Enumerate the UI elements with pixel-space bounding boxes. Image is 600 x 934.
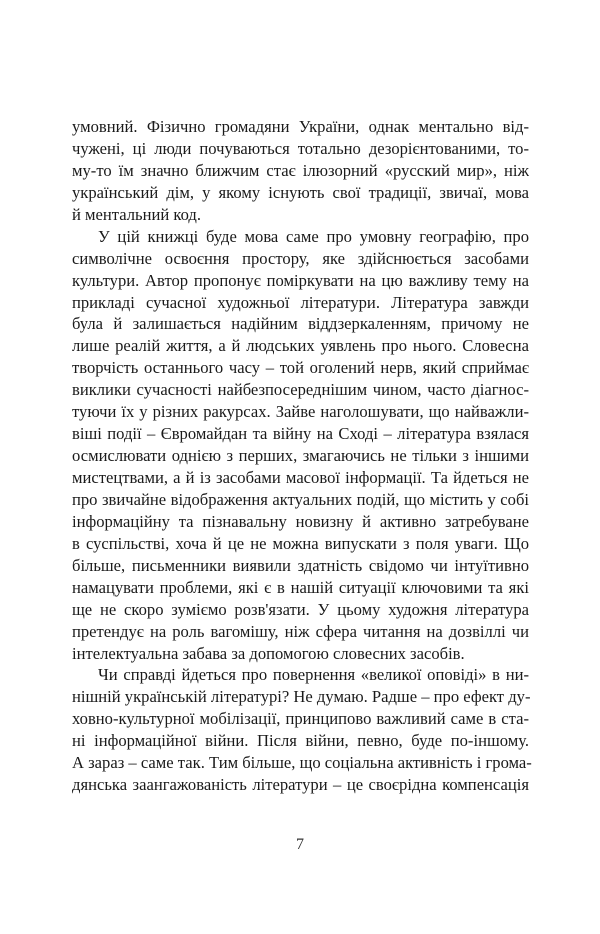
text-line: символічне освоєння простору, яке здійснюється засобами (72, 248, 529, 268)
text-line: лише реалій життя, а й людських уявлень про нього. Словесна (72, 336, 529, 356)
body-text (72, 116, 532, 796)
text-line: й ментальний код. (72, 204, 202, 224)
text-line: в суспільстві, хоча й це не можна випускати з поля уваги. Що (72, 533, 529, 553)
text-line: му-то їм значно ближчим стає ілюзорний «русский мир», ніж (72, 160, 529, 180)
text-line: мистецтвами, а й із засобами масової інформації. Та йдеться не (72, 468, 529, 487)
text-line: осмислювати однією з перших, змагаючись не тільки з іншими (72, 446, 529, 466)
text-line: виклики сучасності найбезпосереднішим чином, часто діагнос- (72, 380, 529, 400)
text-line: віші події – Євромайдан та війну на Сході – література взялася (72, 424, 529, 444)
text-line: намацувати проблеми, які є в нашій ситуації ключовими та які (72, 577, 529, 597)
text-line: більше, письменники виявили здатність свідомо чи інтуїтивно (72, 555, 529, 575)
text-line: нішній українській літературі? Не думаю. Радше – про ефект ду- (72, 687, 531, 707)
text-line: культури. Автор пропонує поміркувати на цю важливу тему на (72, 270, 529, 290)
text-line: А зараз – саме так. Тим більше, що соціальна активність і грома- (72, 753, 532, 773)
text-line: умовний. Фізично громадяни України, однак ментально від- (72, 117, 529, 136)
text-line: інформаційну та пізнавальну новизну й активно затребуване (72, 511, 529, 531)
text-line: ні інформаційної війни. Після війни, певно, буде по-іншому. (72, 731, 529, 751)
page-number: 7 (296, 836, 304, 853)
text-line: була й залишається надійним віддзеркаленням, причому не (72, 314, 529, 334)
text-line: Чи справді йдеться про повернення «великої оповіді» в ни- (98, 665, 529, 685)
text-line: У цій книжці буде мова саме про умовну географію, про (98, 226, 529, 246)
text-line: претендує на роль вагомішу, ніж сфера читання на дозвіллі чи (72, 621, 529, 641)
text-line: про звичайне відображення актуальних подій, що містить у собі (72, 489, 529, 509)
text-line: туючи їх у різних ракурсах. Зайве наголошувати, що найважли- (72, 402, 529, 422)
text-line: український дім, у якому існують свої традиції, звичаї, мова (72, 182, 529, 202)
text-line: дянська заангажованість літератури – це своєрідна компенсація (72, 775, 529, 795)
text-line: чужені, ці люди почуваються тотально дезорієнтованими, то- (72, 138, 529, 158)
text-line: інтелектуальна забава за допомогою словесних засобів. (72, 643, 465, 663)
text-line: прикладі сучасної художньої літератури. Література завжди (72, 292, 529, 312)
text-line: ще не скоро зуміємо розв'язати. У цьому художня література (72, 599, 529, 619)
text-line: творчість останнього часу – той оголений нерв, який сприймає (72, 358, 529, 378)
text-line: ховно-культурної мобілізації, принципово важливий саме в ста- (72, 709, 529, 729)
